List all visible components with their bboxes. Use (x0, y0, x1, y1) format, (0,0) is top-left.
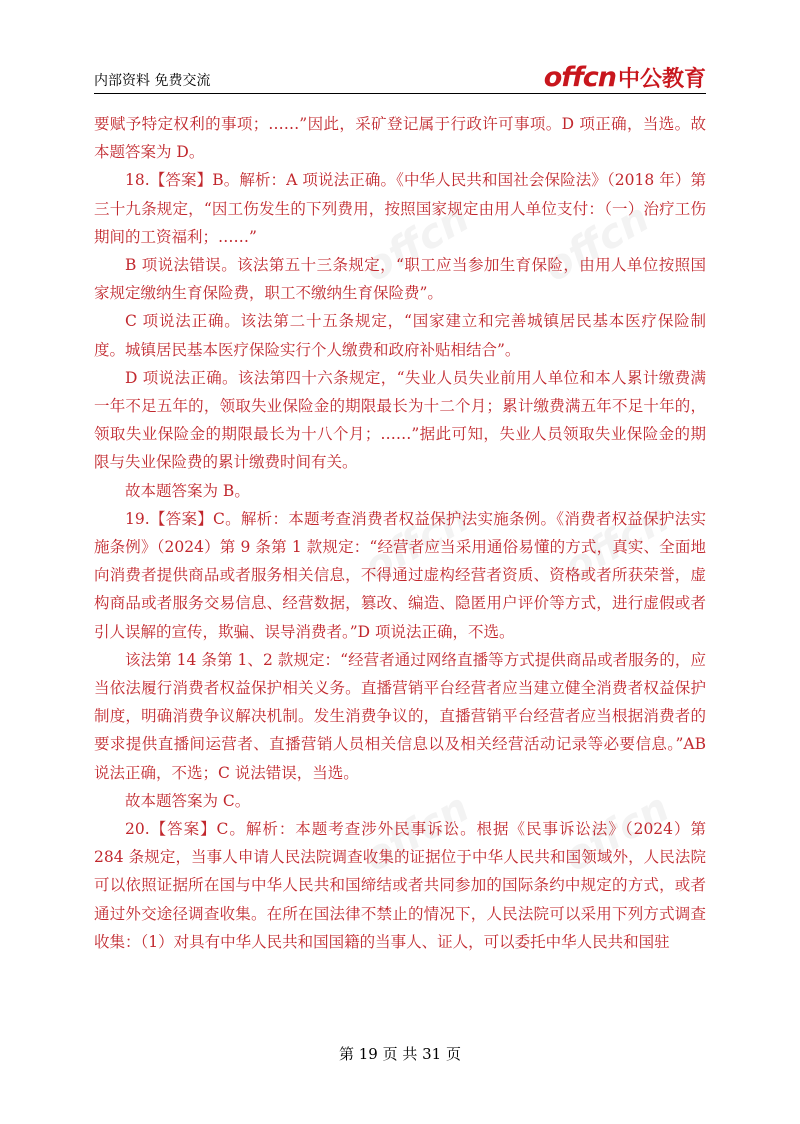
header-divider (94, 93, 706, 94)
watermark-2: offcn (536, 194, 657, 292)
paragraph-q18-option-c: C 项说法正确。该法第二十五条规定，“国家建立和完善城镇居民基本医疗保险制度。城镇居民基本医疗保险实行个人缴费和政府补贴相结合”。 (94, 312, 706, 359)
paragraph-q20-answer: 20.【答案】C。解析：本题考查涉外民事诉讼。根据《民事诉讼法》（2024）第 284 条规定，当事人申请人民法院调查收集的证据位于中华人民共和国领域外，人民法院可以依照证据所在国与中华人民共和国缔结或者共同参加的国际条约中规定的方式，或者通过外交途径调查收集。在所在国法律不禁止的情况下，人民法院可以采用下列方式调查收集：（1）对具有中华人民共和国国籍的当事人、证人，可以委托中华人民共和国驻 (94, 820, 706, 951)
paragraph-q19-conclusion: 故本题答案为 C。 (125, 791, 251, 810)
paragraph-q18-option-b: B 项说法错误。该法第五十三条规定，“职工应当参加生育保险，由用人单位按照国家规定缴纳生育保险费，职工不缴纳生育保险费”。 (94, 256, 706, 303)
paragraph-q19-answer: 19.【答案】C。解析：本题考查消费者权益保护法实施条例。《消费者权益保护法实施条例》（2024）第 9 条第 1 款规定：“经营者应当采用通俗易懂的方式，真实、全面地向消费者提供商品或者服务相关信息，不得通过虚构经营者资质、资格或者所获荣誉，虚构商品或者服务交易信息、经营数据，篡改、编造、隐匿用户评价等方式，进行虚假或者引人误解的宣传，欺骗、误导消费者。”D 项说法正确，不选。 (94, 509, 706, 641)
watermark-5: offcn (356, 784, 477, 882)
header-label: 内部资料 免费交流 (94, 73, 211, 89)
paragraph-continued: 要赋予特定权利的事项；……”因此，采矿登记属于行政许可事项。D 项正确，当选。故本题答案为 D。 (94, 115, 706, 162)
logo-chinese-text: 中公教育 (617, 67, 706, 92)
watermark-6: offcn (556, 784, 677, 882)
paragraph-q18-conclusion: 故本题答案为 B。 (125, 481, 250, 500)
watermark-4: offcn (556, 494, 677, 592)
paragraph-q18-answer: 18.【答案】B。解析：A 项说法正确。《中华人民共和国社会保险法》（2018 年）第三十九条规定，“因工伤发生的下列费用，按照国家规定由用人单位支付：（一）治疗工伤期间的工资福利；……” (94, 171, 706, 246)
watermark-3: offcn (356, 494, 477, 592)
page-header (94, 62, 706, 92)
offcn-logo (544, 62, 706, 93)
paragraph-q18-option-d: D 项说法正确。该法第四十六条规定，“失业人员失业前用人单位和本人累计缴费满一年不足五年的，领取失业保险金的期限最长为十二个月；累计缴费满五年不足十年的，领取失业保险金的期限最长为十八个月；……”据此可知，失业人员领取失业保险金的期限与失业保险费的累计缴费时间有关。 (94, 368, 706, 472)
page-number: 第 19 页 共 31 页 (338, 1045, 461, 1063)
document-body (94, 110, 706, 956)
paragraph-q19-article-14: 该法第 14 条第 1、2 款规定：“经营者通过网络直播等方式提供商品或者服务的，应当依法履行消费者权益保护相关义务。直播营销平台经营者应当建立健全消费者权益保护制度，明确消费争议解决机制。发生消费争议的，直播营销平台经营者应当根据消费者的要求提供直播间运营者、直播营销人员相关信息以及相关经营活动记录等必要信息。”AB 说法正确，不选；C 说法错误，当选。 (94, 650, 706, 782)
logo-latin-text: offcn (543, 62, 616, 93)
watermark-1: offcn (356, 194, 477, 292)
